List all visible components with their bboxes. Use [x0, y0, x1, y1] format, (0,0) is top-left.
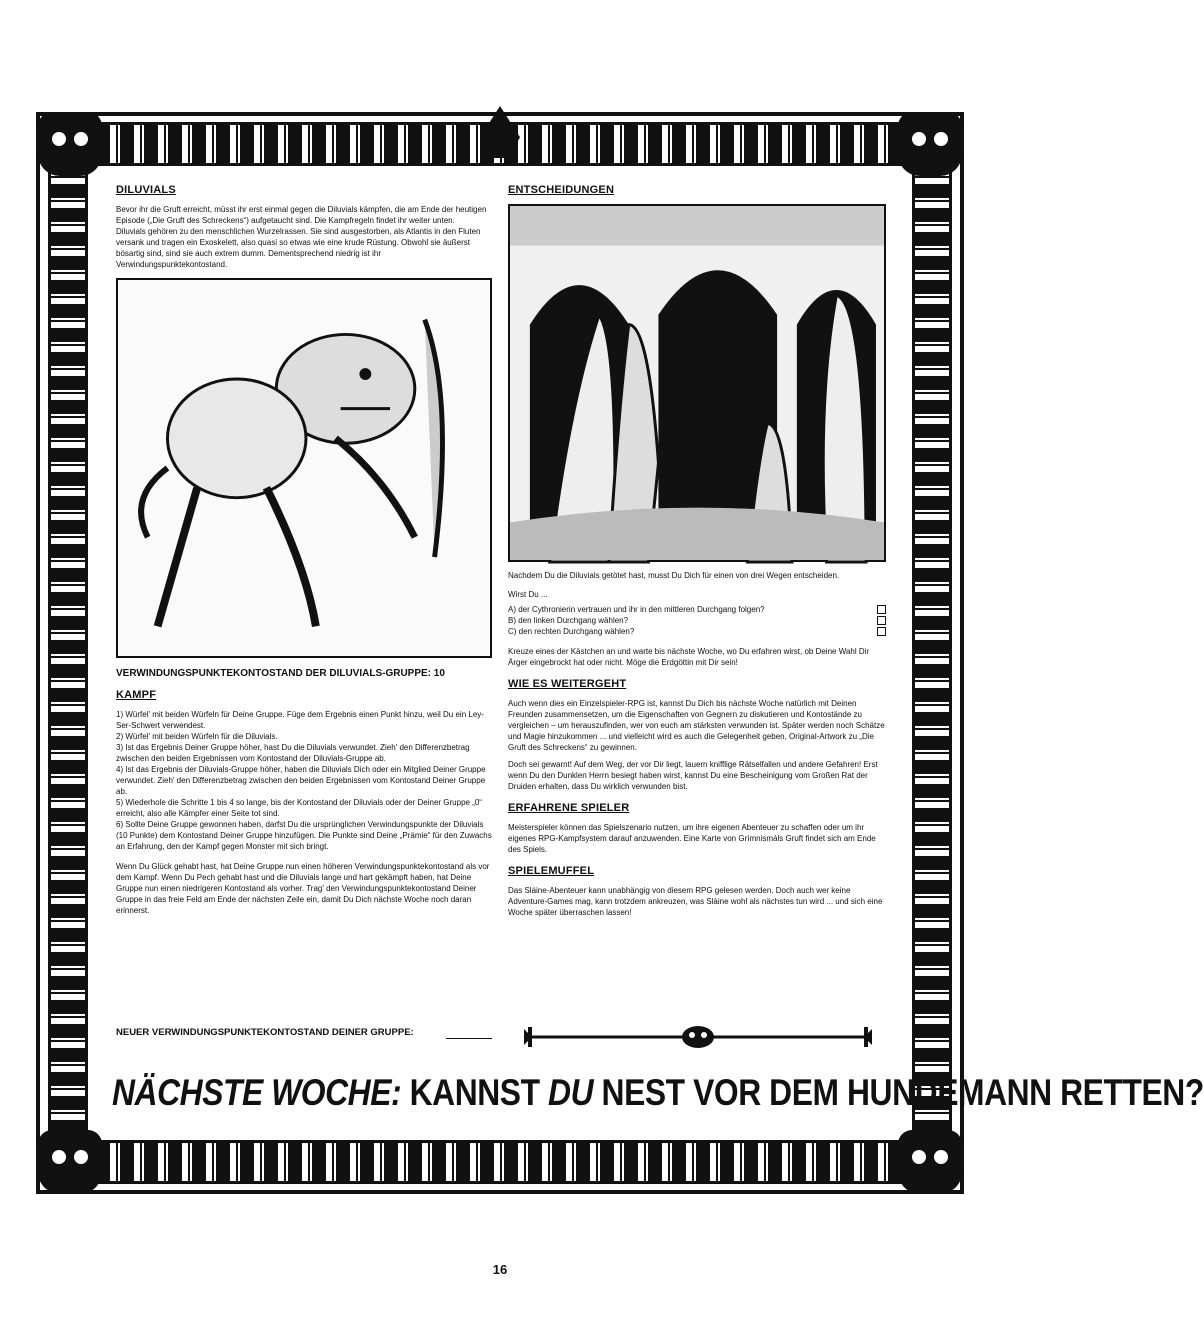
option-checkbox[interactable]	[877, 627, 886, 636]
weiter-paragraph-1: Auch wenn dies ein Einzelspieler-RPG ist, kannst Du Dich bis nächste Woche natürlich mit Deinen Freunden zusammensetzen, um die Eigenschaften von Gegnern zu diskutieren und Kontostände zu vergleichen – um herauszufinden, wer von euch am stärksten verwunden ist. Später werden noch Schätze und Magie hinzukommen ... und vielleicht wird es auch die Gelegenheit geben, Original-Artwork zu „Die Gruft des Schreckens“ zu gewinnen.	[508, 699, 885, 752]
option-label: A) der Cythronierin vertrauen und ihr in den mittleren Durchgang folgen?	[508, 605, 765, 614]
decision-option-c[interactable]	[508, 626, 886, 637]
option-checkbox[interactable]	[877, 616, 886, 625]
decision-question: Wirst Du ...	[508, 590, 548, 599]
ornamental-divider	[518, 1024, 878, 1050]
decision-option-b[interactable]	[508, 615, 886, 626]
next-week-headline	[112, 1072, 1204, 1118]
left-column	[116, 184, 492, 916]
headline-part: NÄCHSTE WOCHE:	[112, 1072, 402, 1113]
combat-step: 4) Ist das Ergebnis der Diluvials-Gruppe höher, haben die Diluvials Dich oder ein Mitglied Deiner Gruppe verwundet. Zieh' den Differenzbetrag zwischen den beiden Ergebnissen vom Kontostand Deiner Gruppe ab.	[116, 765, 486, 796]
combat-steps-list	[116, 709, 492, 852]
combat-step: 6) Solltе Deine Gruppe gewonnen haben, darfst Du die ursprünglichen Verwindungspunkte der Diluvials (10 Punkte) dem Kontostand Deiner Gruppe hinzufügen. Die Punkte sind Deine „Prämie“ für den Zuwachs an Erfahrung, den der Kampf gegen Monster mit sich bringt.	[116, 820, 492, 851]
option-checkbox[interactable]	[877, 605, 886, 614]
spielemuffel-text: Das Sláine-Abenteuer kann unabhängig von diesem RPG gelesen werden. Doch auch wer keine Adventure-Games mag, kann trotzdem ankreuzen, was Sláine wohl als nächstes tun wird ... und sich eine Woche später überraschen lassen!	[508, 886, 883, 917]
combat-step: 2) Würfel' mit beiden Würfeln für die Diluvials.	[116, 732, 278, 741]
skull-icon	[38, 112, 102, 176]
chain-border-right	[912, 168, 952, 1138]
option-label: C) den rechten Durchgang wählen?	[508, 627, 635, 636]
decision-option-a[interactable]	[508, 604, 886, 615]
option-label: B) den linken Durchgang wählen?	[508, 616, 629, 625]
new-score-row	[116, 1026, 492, 1039]
headline-part: NEST VOR DEM HUNDEMANN RETTEN?	[593, 1072, 1204, 1113]
chain-border-left	[48, 168, 88, 1138]
diluvials-paragraph-2: Diluvials gehören zu den menschlichen Wurzelrassen. Sie sind ausgestorben, als Atlantis in den Fluten versank und tragen ein Exoskelett, also quasi so etwas wie eine krude Rüstung. Obwohl sie äußerst bösartig sind, sind sie auch extrem dumm. Dementsprechend niedrig ist ihr Verwindungspunktekontostand.	[116, 227, 481, 269]
decision-intro: Nachdem Du die Diluvials getötet hast, musst Du Dich für einen von drei Wegen entscheiden.	[508, 571, 840, 580]
skull-icon	[898, 1130, 962, 1194]
diluvials-group-score: VERWINDUNGSPUNKTEKONTOSTAND DER DILUVIALS-GRUPPE: 10	[116, 668, 445, 679]
headline-part: DU	[548, 1072, 594, 1113]
monster-drawing-icon	[118, 280, 490, 656]
diluvial-monster-illustration	[116, 278, 492, 658]
new-score-blank-field[interactable]	[446, 1026, 492, 1039]
skull-icon	[898, 112, 962, 176]
chain-border-bottom	[92, 1140, 908, 1184]
right-column	[508, 184, 886, 918]
dungeon-drawing-icon	[510, 206, 884, 560]
section-heading-diluvials: DILUVIALS	[116, 184, 176, 196]
combat-step: 3) Ist das Ergebnis Deiner Gruppe höher, hast Du die Diluvials verwundet. Zieh' den Differenzbetrag zwischen den beiden Ergebnissen vom Kontostand der Diluvials-Gruppe ab.	[116, 743, 470, 763]
diluvials-paragraph-1: Bevor ihr die Gruft erreicht, müsst ihr erst einmal gegen die Diluvials kämpfen, die am Ende der heutigen Episode („Die Gruft des Schreckens“) aufgetaucht sind. Die Kampfregeln findet ihr weiter unten.	[116, 205, 487, 225]
section-heading-entscheidungen: ENTSCHEIDUNGEN	[508, 184, 615, 196]
section-heading-kampf: KAMPF	[116, 689, 157, 701]
page-content	[106, 184, 896, 1064]
section-heading-spielemuffel: SPIELEMUFFEL	[508, 865, 595, 877]
headline-part: KANNST	[401, 1072, 549, 1113]
page-number: 16	[492, 1262, 508, 1277]
new-score-label: NEUER VERWINDUNGSPUNKTEKONTOSTAND DEINER GRUPPE:	[116, 1027, 414, 1038]
section-heading-erfahrene: ERFAHRENE SPIELER	[508, 802, 630, 814]
combat-closing-paragraph: Wenn Du Glück gehabt hast, hat Deine Gruppe nun einen höheren Verwindungspunktekontostand als vor dem Kampf. Wenn Du Pech gehabt hast und die Diluvials lange und hart gekämpft haben, hat Deine Gruppe nun einen niedrigeren Kontostand als vorher. Trag' den Verwindungspunktekontostand Deiner Gruppe in das freie Feld am Ende der nächsten Zeile ein, damit Du Dich nächste Woche noch daran erinnerst.	[116, 862, 490, 915]
dungeon-scene-illustration	[508, 204, 886, 562]
decision-options	[508, 604, 886, 637]
combat-step: 5) Wiederhole die Schritte 1 bis 4 so lange, bis der Kontostand der Diluvials oder der Deiner Gruppe „0“ erreicht, also alle Kämpfer einer Seite tot sind.	[116, 798, 482, 818]
decision-outro: Kreuze eines der Kästchen an und warte bis nächste Woche, wo Du erfahren wirst, ob Deine Wahl Dir Ärger eingebrockt hat oder nicht. Möge die Erdgöttin mit Dir sein!	[508, 647, 870, 667]
combat-step: 1) Würfel' mit beiden Würfeln für Deine Gruppe. Füge dem Ergebnis einen Punkt hinzu, weil Du ein Ley-Ser-Schwert verwendest.	[116, 710, 484, 730]
skull-icon	[38, 1130, 102, 1194]
erfahrene-text: Meisterspieler können das Spielszenario nutzen, um ihre eigenen Abenteuer zu schaffen oder um ihr eigenes RPG-Kampfsystem darauf anzuwenden. Eine Karte von Grímnismáls Gruft findet sich am Ende des Spiels.	[508, 823, 876, 854]
weiter-paragraph-2: Doch sei gewarnt! Auf dem Weg, der vor Dir liegt, lauern knifflige Rätselfallen und andere Gefahren! Erst wenn Du den Dunklen Herrn besiegt haben wirst, kannst Du eine Bescheinigung vom Großen Rat der Druiden erhalten, dass Du wirklich verwunden bist.	[508, 760, 878, 791]
section-heading-weiter: WIE ES WEITERGEHT	[508, 678, 627, 690]
